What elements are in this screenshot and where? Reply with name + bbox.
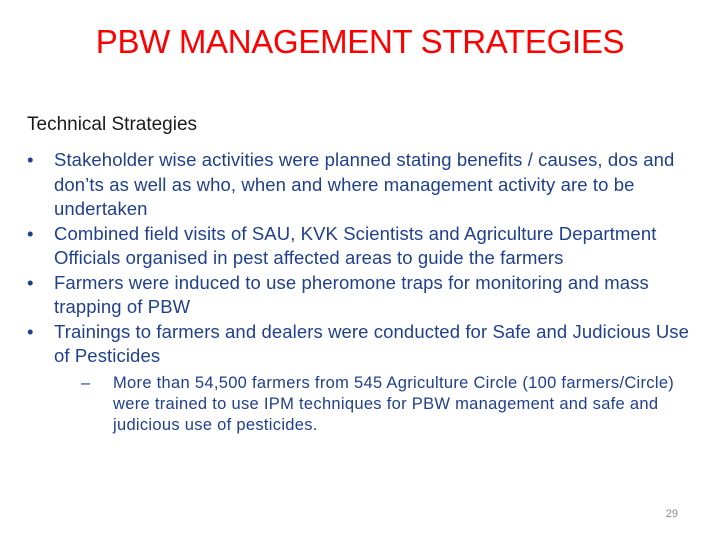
sub-bullet-item bbox=[81, 373, 697, 436]
sub-bullet-text: More than 54,500 farmers from 545 Agriculture Circle (100 farmers/Circle) were trained to use IPM techniques for PBW management and safe and judicious use of pesticides. bbox=[113, 373, 675, 434]
slide-title: PBW MANAGEMENT STRATEGIES bbox=[95, 23, 625, 60]
bullet-item bbox=[27, 222, 697, 271]
section-heading: Technical Strategies bbox=[27, 114, 198, 135]
sub-bullet-list bbox=[81, 373, 697, 436]
page-number: 29 bbox=[665, 508, 678, 520]
bullet-item bbox=[27, 148, 697, 222]
bullet-icon: • bbox=[27, 222, 34, 244]
bullet-list bbox=[27, 148, 697, 436]
bullet-item bbox=[27, 320, 697, 436]
bullet-icon: • bbox=[27, 320, 34, 342]
bullet-text: Farmers were induced to use pheromone traps for monitoring and mass trapping of PBW bbox=[54, 271, 649, 317]
bullet-icon: • bbox=[27, 271, 34, 293]
bullet-item bbox=[27, 271, 697, 320]
bullet-text: Combined field visits of SAU, KVK Scientists and Agriculture Department Officials organised in pest affected areas to guide the farmers bbox=[54, 222, 657, 268]
bullet-text: Trainings to farmers and dealers were conducted for Safe and Judicious Use of Pesticides bbox=[54, 320, 690, 366]
bullet-text: Stakeholder wise activities were planned stating benefits / causes, dos and don’ts as well as who, when and where management activity are to be undertaken bbox=[54, 149, 675, 219]
bullet-icon: • bbox=[27, 149, 34, 170]
dash-icon: – bbox=[81, 373, 91, 392]
